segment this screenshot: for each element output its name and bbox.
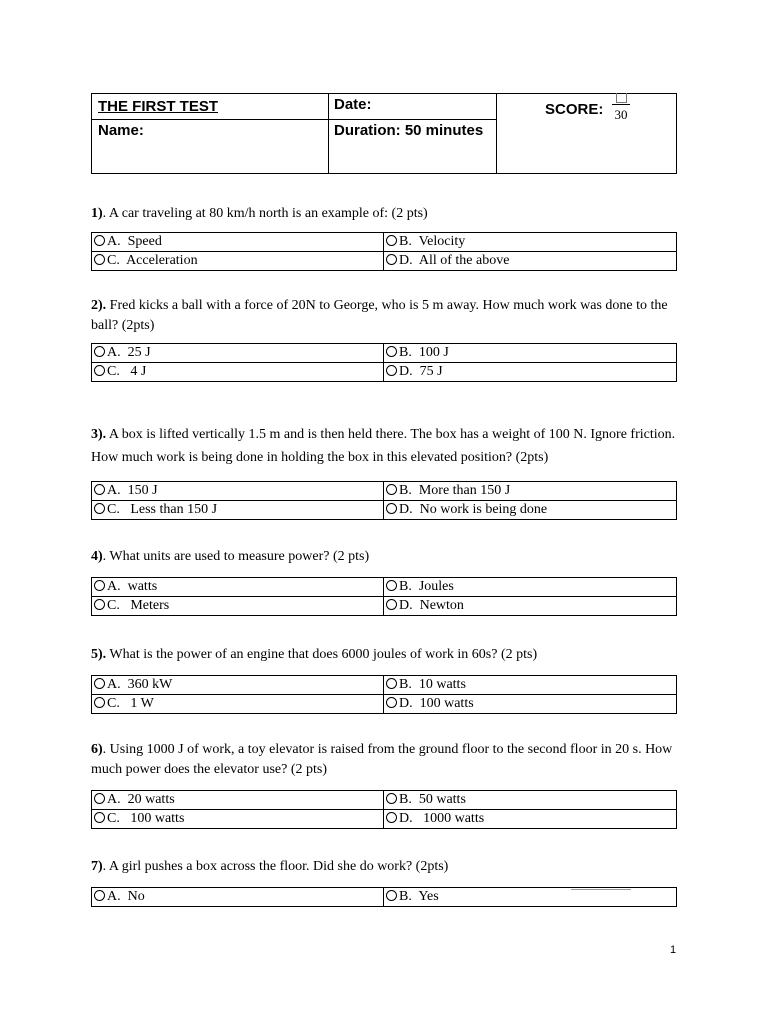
header-table: [91, 93, 677, 174]
question-number: 2).: [91, 298, 107, 313]
option-a[interactable]: [92, 676, 384, 694]
options-row: [92, 500, 676, 519]
radio-circle-icon[interactable]: [94, 365, 105, 376]
header-row-divider: [92, 119, 497, 120]
option-d[interactable]: [384, 363, 676, 381]
option-label: D. 75 J: [399, 364, 443, 379]
question-number: 1): [91, 206, 103, 221]
option-label: A. 20 watts: [107, 792, 175, 807]
radio-circle-icon[interactable]: [386, 678, 397, 689]
radio-circle-icon[interactable]: [386, 365, 397, 376]
option-label: D. All of the above: [399, 253, 510, 268]
options-row: [92, 791, 676, 809]
options-row: [92, 251, 676, 270]
option-label: C. 4 J: [107, 364, 147, 379]
option-label: B. 100 J: [399, 345, 449, 360]
option-d[interactable]: [384, 501, 676, 519]
question-number: 5).: [91, 647, 107, 662]
radio-circle-icon[interactable]: [94, 503, 105, 514]
options-row: [92, 888, 676, 906]
score-fraction: [610, 93, 632, 124]
option-label: A. 150 J: [107, 483, 158, 498]
question-3: [91, 423, 677, 469]
radio-circle-icon[interactable]: [94, 346, 105, 357]
option-c[interactable]: [92, 363, 384, 381]
option-d[interactable]: [384, 695, 676, 713]
option-label: A. watts: [107, 579, 158, 594]
test-title: THE FIRST TEST: [98, 98, 218, 115]
option-label: C. Less than 150 J: [107, 502, 218, 517]
option-label: A. 25 J: [107, 345, 151, 360]
options-table-6: [91, 790, 677, 829]
option-label: B. Joules: [399, 579, 454, 594]
option-b[interactable]: [384, 676, 676, 694]
option-d[interactable]: [384, 252, 676, 270]
fraction-bar: [612, 104, 630, 105]
option-c[interactable]: [92, 695, 384, 713]
option-a[interactable]: [92, 344, 384, 362]
question-text: . A car traveling at 80 km/h north is an example of: (2 pts): [102, 206, 428, 221]
radio-circle-icon[interactable]: [94, 793, 105, 804]
question-5: [91, 645, 677, 665]
question-number: 4): [91, 549, 103, 564]
option-a[interactable]: [92, 791, 384, 809]
radio-circle-icon[interactable]: [386, 890, 397, 901]
option-label: D. No work is being done: [399, 502, 548, 517]
option-label: B. 10 watts: [399, 677, 466, 692]
option-label: A. No: [107, 889, 145, 904]
option-label: C. 1 W: [107, 696, 154, 711]
option-b[interactable]: [384, 344, 676, 362]
options-table-5: [91, 675, 677, 714]
question-number: 3).: [91, 427, 107, 442]
option-d[interactable]: [384, 810, 676, 828]
score-input-box[interactable]: [616, 93, 627, 103]
options-row: [92, 596, 676, 615]
options-table-1: [91, 232, 677, 271]
page-number: 1: [670, 944, 677, 956]
option-b[interactable]: [384, 578, 676, 596]
score-label: SCORE:: [545, 101, 604, 118]
option-label: A. Speed: [107, 234, 162, 249]
question-2: [91, 296, 677, 336]
option-label: B. 50 watts: [399, 792, 466, 807]
option-a[interactable]: [92, 578, 384, 596]
options-table-3: [91, 481, 677, 520]
radio-circle-icon[interactable]: [94, 235, 105, 246]
radio-circle-icon[interactable]: [386, 254, 397, 265]
options-row: [92, 676, 676, 694]
options-row: [92, 809, 676, 828]
radio-circle-icon[interactable]: [386, 793, 397, 804]
options-table-7: [91, 887, 677, 907]
question-text: What is the power of an engine that does 6000 joules of work in 60s? (2 pts): [106, 647, 538, 662]
option-label: C. Meters: [107, 598, 170, 613]
radio-circle-icon[interactable]: [94, 254, 105, 265]
option-label: B. More than 150 J: [399, 483, 511, 498]
option-label: A. 360 kW: [107, 677, 173, 692]
option-label: C. Acceleration: [107, 253, 198, 268]
radio-circle-icon[interactable]: [94, 599, 105, 610]
radio-circle-icon[interactable]: [386, 503, 397, 514]
option-a[interactable]: [92, 233, 384, 251]
radio-circle-icon[interactable]: [386, 599, 397, 610]
option-label: B. Velocity: [399, 234, 466, 249]
option-c[interactable]: [92, 501, 384, 519]
radio-circle-icon[interactable]: [94, 697, 105, 708]
question-text: A box is lifted vertically 1.5 m and is then held there. The box has a weight of 100 N. Ignore friction. How much work is being done in holding the box in this elevated position? (2pts): [91, 427, 676, 465]
options-row: [92, 482, 676, 500]
option-c[interactable]: [92, 810, 384, 828]
option-label: D. Newton: [399, 598, 464, 613]
option-label: B. Yes: [399, 889, 439, 904]
option-a[interactable]: [92, 482, 384, 500]
options-row: [92, 344, 676, 362]
radio-circle-icon[interactable]: [94, 678, 105, 689]
name-label: Name:: [98, 122, 144, 139]
option-b[interactable]: [384, 482, 676, 500]
question-1: [91, 204, 677, 224]
radio-circle-icon[interactable]: [386, 235, 397, 246]
option-c[interactable]: [92, 252, 384, 270]
options-row: [92, 233, 676, 251]
options-table-2: [91, 343, 677, 382]
radio-circle-icon[interactable]: [386, 580, 397, 591]
duration-label: Duration: 50 minutes: [334, 122, 484, 139]
radio-circle-icon[interactable]: [386, 697, 397, 708]
radio-circle-icon[interactable]: [94, 484, 105, 495]
option-d[interactable]: [384, 597, 676, 615]
question-number: 7): [91, 859, 103, 874]
radio-circle-icon[interactable]: [386, 346, 397, 357]
option-b[interactable]: [384, 888, 676, 906]
question-number: 6): [91, 742, 103, 757]
options-table-4: [91, 577, 677, 616]
date-label: Date:: [334, 96, 372, 113]
options-row: [92, 694, 676, 713]
option-label: D. 100 watts: [399, 696, 474, 711]
question-text: . Using 1000 J of work, a toy elevator is raised from the ground floor to the second floor in 20 s. How much power does the elevator use? (2 pts): [91, 742, 673, 777]
radio-circle-icon[interactable]: [386, 812, 397, 823]
question-7: [91, 857, 677, 877]
question-text: . What units are used to measure power? (2 pts): [102, 549, 370, 564]
question-6: [91, 740, 677, 780]
options-row: [92, 362, 676, 381]
option-a[interactable]: [92, 888, 384, 906]
question-4: [91, 547, 677, 567]
radio-circle-icon[interactable]: [94, 890, 105, 901]
radio-circle-icon[interactable]: [94, 580, 105, 591]
option-label: D. 1000 watts: [399, 811, 485, 826]
radio-circle-icon[interactable]: [94, 812, 105, 823]
option-b[interactable]: [384, 791, 676, 809]
option-label: C. 100 watts: [107, 811, 185, 826]
score-total: 30: [614, 107, 628, 122]
options-row: [92, 578, 676, 596]
question-text: . A girl pushes a box across the floor. Did she do work? (2pts): [102, 859, 449, 874]
option-c[interactable]: [92, 597, 384, 615]
option-b[interactable]: [384, 233, 676, 251]
radio-circle-icon[interactable]: [386, 484, 397, 495]
question-text: Fred kicks a ball with a force of 20N to George, who is 5 m away. How much work was done to the ball? (2pts): [91, 298, 668, 333]
